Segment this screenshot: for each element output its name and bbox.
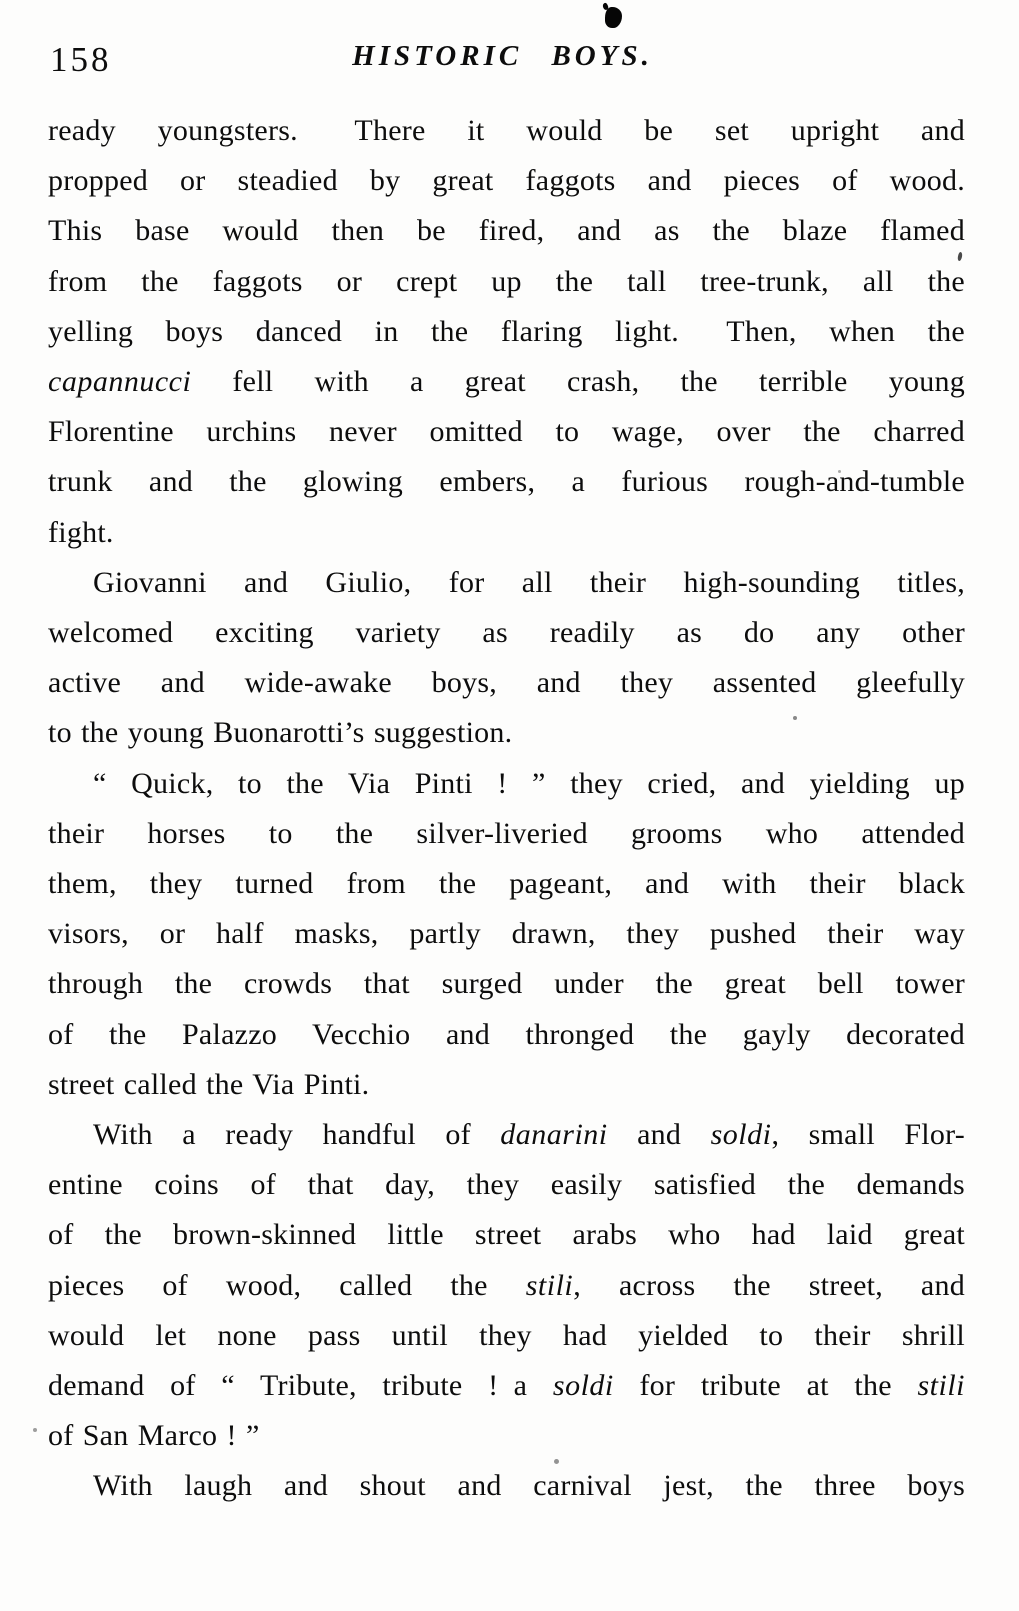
- text-run: ready youngsters. There it would be set upright and: [48, 114, 965, 147]
- scan-speck: [33, 1428, 37, 1432]
- page-header: [48, 34, 965, 84]
- paragraph: [48, 106, 965, 558]
- text-run: fight.: [48, 515, 114, 549]
- text-run: This base would then be fired, and as the blaze flamed: [48, 214, 965, 248]
- text-run: through the crowds that surged under the great bell tower: [48, 967, 965, 1001]
- text-run: entine coins of that day, they easily satisfied the demands: [48, 1168, 965, 1202]
- text-run: “ Quick, to the Via Pinti ! ” they cried, and yielding up: [93, 766, 965, 800]
- text-line: [48, 658, 965, 708]
- paragraph: [48, 1110, 965, 1461]
- ink-blot-artifact: [605, 7, 622, 28]
- text-line: [48, 708, 965, 758]
- text-line: [48, 859, 965, 909]
- italic-text-run: capannucci: [48, 365, 192, 399]
- text-run: them, they turned from the pageant, and with their black: [48, 867, 965, 901]
- text-run: of San Marco ! ”: [48, 1419, 260, 1453]
- text-line: [48, 909, 965, 959]
- text-run: street called the Via Pinti.: [48, 1067, 370, 1101]
- text-run: and: [607, 1118, 711, 1152]
- text-run: active and wide-awake boys, and they assented gleefully: [48, 666, 965, 700]
- text-line: [48, 206, 965, 256]
- text-line: [48, 558, 965, 608]
- text-run: , across the street, and: [573, 1268, 965, 1302]
- running-title: HISTORIC BOYS.: [352, 40, 653, 72]
- text-line: [48, 1160, 965, 1210]
- italic-text-run: stili: [917, 1369, 966, 1403]
- text-run: their horses to the silver-liveried grooms who attended: [48, 816, 965, 850]
- paragraph: [48, 759, 965, 1110]
- text-run: of the brown-skinned little street arabs who had laid great: [48, 1218, 965, 1252]
- text-line: [48, 759, 965, 809]
- paragraph: [48, 1461, 965, 1511]
- text-line: [48, 257, 965, 307]
- italic-text-run: stili: [525, 1268, 574, 1302]
- text-line: [48, 608, 965, 658]
- text-line: [48, 1261, 965, 1311]
- text-run: Giovanni and Giulio, for all their high-sounding titles,: [93, 565, 965, 599]
- text-line: [48, 1411, 965, 1461]
- text-run: to the young Buonarotti’s suggestion.: [48, 716, 513, 750]
- text-run: With a ready handful of: [93, 1118, 501, 1152]
- page-body: [48, 106, 965, 1512]
- text-run: yelling boys danced in the flaring light. Then, when the: [48, 314, 965, 348]
- text-line: [48, 156, 965, 206]
- scan-speck: [554, 1459, 559, 1464]
- text-run: from the faggots or crept up the tall tree-trunk, all the: [48, 264, 965, 298]
- text-line: [48, 106, 965, 156]
- text-line: [48, 1060, 965, 1110]
- text-line: [48, 1210, 965, 1260]
- text-run: of the Palazzo Vecchio and thronged the gayly decorated: [48, 1017, 965, 1051]
- text-line: [48, 1461, 965, 1511]
- text-run: for tribute at the: [613, 1369, 918, 1403]
- italic-text-run: soldi: [552, 1369, 614, 1403]
- text-run: pieces of wood, called the: [48, 1268, 526, 1302]
- text-line: [48, 357, 965, 407]
- text-line: [48, 457, 965, 507]
- text-line: [48, 1110, 965, 1160]
- text-run: demand of “ Tribute, tribute ! a: [48, 1369, 553, 1403]
- text-line: [48, 1010, 965, 1060]
- text-line: [48, 508, 965, 558]
- text-run: fell with a great crash, the terrible young: [191, 365, 965, 399]
- scan-speck: [793, 716, 797, 720]
- scan-speck: [838, 470, 841, 473]
- text-run: With laugh and shout and carnival jest, the three boys: [93, 1469, 965, 1503]
- text-line: [48, 407, 965, 457]
- text-line: [48, 809, 965, 859]
- text-line: [48, 1361, 965, 1411]
- text-run: Florentine urchins never omitted to wage, over the charred: [48, 415, 965, 449]
- text-line: [48, 1311, 965, 1361]
- text-line: [48, 959, 965, 1009]
- page-number: 158: [50, 40, 112, 79]
- italic-text-run: danarini: [500, 1118, 608, 1152]
- paragraph: [48, 558, 965, 759]
- text-line: [48, 307, 965, 357]
- text-run: , small Flor-: [771, 1118, 965, 1152]
- text-run: trunk and the glowing embers, a furious rough-and-tumble: [48, 465, 965, 499]
- text-run: welcomed exciting variety as readily as do any other: [48, 616, 965, 650]
- text-run: visors, or half masks, partly drawn, they pushed their way: [48, 917, 965, 951]
- text-run: would let none pass until they had yielded to their shrill: [48, 1318, 965, 1352]
- text-run: propped or steadied by great faggots and pieces of wood.: [48, 164, 965, 198]
- italic-text-run: soldi: [710, 1118, 772, 1152]
